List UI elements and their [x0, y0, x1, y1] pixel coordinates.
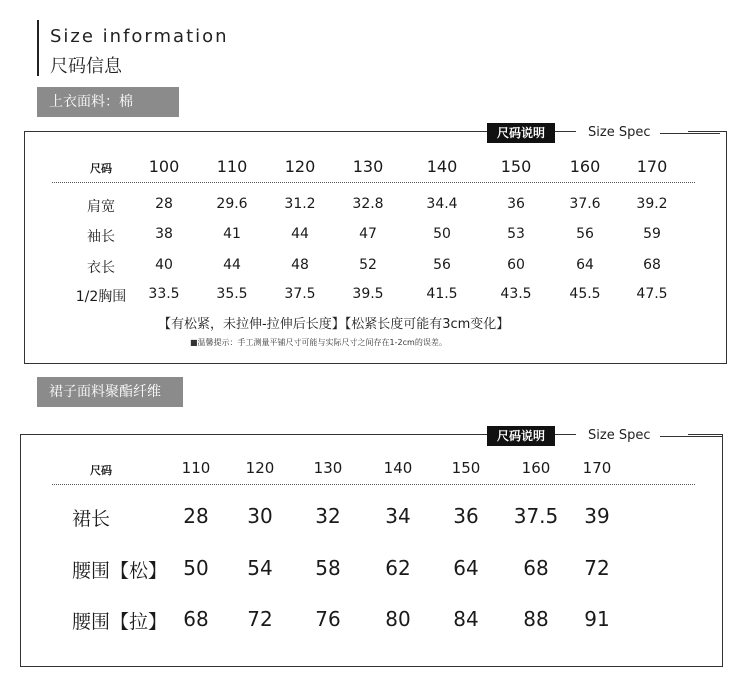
bottom-cell: 30	[247, 504, 273, 528]
top-cell: 47	[359, 226, 377, 242]
bottom-size-170: 170	[582, 459, 612, 477]
top-spec-box: 尺码说明	[487, 123, 555, 143]
top-cell: 45.5	[569, 286, 601, 302]
top-cell: 68	[643, 257, 661, 273]
bottom-cell: 36	[453, 504, 479, 528]
bottom-size-110: 110	[181, 459, 211, 477]
top-size-label: 尺码	[90, 162, 112, 175]
top-spec-text: Size Spec	[588, 125, 651, 140]
top-cell: 41	[223, 226, 241, 242]
top-fabric-label: 上衣面料：棉	[37, 87, 179, 117]
bottom-size-160: 160	[521, 459, 551, 477]
top-cell: 44	[223, 257, 241, 273]
bottom-size-label: 尺码	[90, 464, 112, 477]
top-cell: 56	[576, 226, 594, 242]
bottom-cell: 80	[385, 607, 411, 631]
top-size-120: 120	[284, 157, 316, 176]
bottom-cell: 84	[453, 607, 479, 631]
top-size-140: 140	[426, 157, 458, 176]
bottom-cell: 91	[584, 607, 610, 631]
bottom-fabric-label: 裙子面料聚酯纤维	[37, 377, 183, 407]
header-accent-bar	[37, 20, 39, 76]
bottom-size-130: 130	[313, 459, 343, 477]
top-cell: 39.5	[352, 286, 384, 302]
top-cell: 37.6	[569, 196, 601, 212]
bottom-row-label: 裙长	[72, 508, 111, 530]
top-cell: 31.2	[284, 196, 316, 212]
bottom-spec-text: Size Spec	[588, 428, 651, 443]
bottom-cell: 58	[315, 556, 341, 580]
top-cell: 47.5	[636, 286, 668, 302]
top-cell: 38	[155, 226, 173, 242]
bottom-cell: 68	[183, 607, 209, 631]
bottom-spec-line	[660, 436, 722, 437]
bottom-divider	[52, 484, 695, 485]
top-cell: 44	[291, 226, 309, 242]
top-cell: 37.5	[284, 286, 316, 302]
top-tip: ■温馨提示：手工测量平铺尺寸可能与实际尺寸之间存在1-2cm的误差。	[190, 338, 447, 347]
bottom-cell: 32	[315, 504, 341, 528]
top-size-160: 160	[569, 157, 601, 176]
top-cell: 32.8	[352, 196, 384, 212]
bottom-size-150: 150	[451, 459, 481, 477]
top-size-130: 130	[352, 157, 384, 176]
top-size-150: 150	[500, 157, 532, 176]
bottom-row-label: 腰围【松】	[72, 560, 168, 582]
top-size-100: 100	[148, 157, 180, 176]
bottom-row-label: 腰围【拉】	[72, 611, 168, 633]
bottom-cell: 54	[247, 556, 273, 580]
top-cell: 59	[643, 226, 661, 242]
top-cell: 33.5	[148, 286, 180, 302]
bottom-cell: 68	[523, 556, 549, 580]
top-cell: 64	[576, 257, 594, 273]
top-size-170: 170	[636, 157, 668, 176]
bottom-cell: 72	[247, 607, 273, 631]
top-cell: 43.5	[500, 286, 532, 302]
top-spec-line	[660, 133, 720, 134]
bottom-cell: 37.5	[513, 504, 559, 528]
top-cell: 39.2	[636, 196, 668, 212]
top-cell: 50	[433, 226, 451, 242]
top-row-label: 1/2胸围	[75, 289, 127, 305]
top-cell: 41.5	[426, 286, 458, 302]
top-row-label: 肩宽	[87, 199, 115, 215]
bottom-cell: 76	[315, 607, 341, 631]
bottom-cell: 28	[183, 504, 209, 528]
bottom-cell: 39	[584, 504, 610, 528]
bottom-cell: 62	[385, 556, 411, 580]
bottom-cell: 50	[183, 556, 209, 580]
top-size-110: 110	[216, 157, 248, 176]
bottom-cell: 34	[385, 504, 411, 528]
bottom-cell: 88	[523, 607, 549, 631]
top-row-label: 衣长	[87, 260, 115, 276]
top-cell: 28	[155, 196, 173, 212]
top-cell: 48	[291, 257, 309, 273]
top-note: 【有松紧，未拉伸-拉伸后长度】【松紧长度可能有3cm变化】	[158, 317, 510, 332]
top-cell: 35.5	[216, 286, 248, 302]
top-divider	[52, 182, 695, 183]
bottom-spec-box: 尺码说明	[487, 426, 555, 446]
bottom-cell: 64	[453, 556, 479, 580]
top-cell: 60	[507, 257, 525, 273]
top-cell: 52	[359, 257, 377, 273]
top-cell: 56	[433, 257, 451, 273]
top-row-label: 袖长	[87, 229, 115, 245]
bottom-cell: 72	[584, 556, 610, 580]
top-cell: 34.4	[426, 196, 458, 212]
top-cell: 40	[155, 257, 173, 273]
title-chinese: 尺码信息	[50, 56, 122, 77]
bottom-size-140: 140	[383, 459, 413, 477]
top-cell: 53	[507, 226, 525, 242]
title-english: Size information	[50, 26, 229, 47]
top-cell: 36	[507, 196, 525, 212]
top-cell: 29.6	[216, 196, 248, 212]
bottom-size-120: 120	[245, 459, 275, 477]
